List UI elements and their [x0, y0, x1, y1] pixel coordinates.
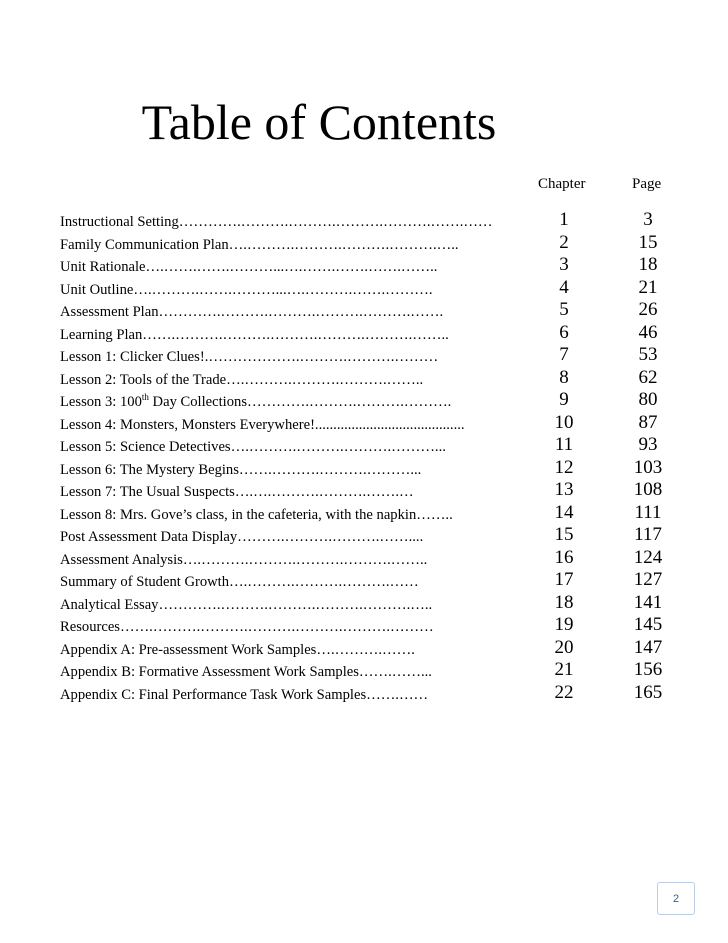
toc-row	[0, 479, 728, 502]
toc-entry-title: Lesson 5: Science Detectives….……….……….……….………...	[60, 439, 446, 455]
toc-entry-text: Lesson 3: 100	[60, 394, 142, 410]
toc-page-number: 80	[638, 389, 658, 410]
toc-chapter-number: 9	[559, 389, 569, 410]
toc-entry-title: Assessment Analysis….……….……….……….……….……..	[60, 551, 428, 568]
toc-row	[0, 412, 728, 435]
toc-page-number: 103	[633, 456, 663, 478]
toc-chapter-number: 14	[554, 501, 574, 523]
toc-chapter-number: 5	[559, 299, 569, 320]
toc-page-number: 15	[638, 231, 658, 253]
chapter-column-header: Chapter	[538, 176, 586, 192]
toc-page-number: 156	[633, 659, 663, 680]
toc-chapter-number: 11	[554, 434, 574, 455]
toc-page-number: 108	[633, 479, 663, 500]
toc-page-number: 165	[633, 681, 663, 703]
toc-entry-title: Lesson 6: The Mystery Begins…….……….……….………...	[60, 461, 422, 478]
toc-chapter-number: 7	[559, 344, 569, 365]
toc-entry-title: Lesson 1: Clicker Clues!.……………….……….……….………	[60, 349, 439, 365]
toc-row	[0, 524, 728, 547]
toc-row	[0, 682, 728, 705]
toc-chapter-number: 2	[559, 231, 569, 253]
toc-entry-title: Family Communication Plan….……….……….……….……….…..	[60, 236, 459, 253]
toc-entry-title: Unit Rationale….…….…….………...….…….…….…….……..	[60, 259, 438, 275]
toc-page-number: 124	[633, 546, 663, 568]
toc-entry-title: Appendix B: Formative Assessment Work Samples…….……...	[60, 664, 432, 680]
toc-entry-title: Assessment Plan………….……….……….……….……….…….	[60, 304, 444, 320]
toc-row	[0, 434, 728, 457]
toc-entry-title: Unit Outline….……….…….………...….……….…….……….	[60, 281, 433, 298]
toc-page-number: 53	[638, 344, 658, 365]
toc-chapter-number: 17	[554, 569, 574, 590]
toc-chapter-number: 1	[559, 209, 569, 230]
toc-page-number: 21	[638, 276, 658, 298]
toc-row	[0, 547, 728, 570]
toc-row	[0, 502, 728, 525]
toc-chapter-number: 21	[554, 659, 574, 680]
toc-row	[0, 322, 728, 345]
toc-page-number: 46	[638, 321, 658, 343]
toc-row	[0, 344, 728, 367]
toc-chapter-number: 8	[559, 366, 569, 388]
toc-entry-title: Analytical Essay………….……….……….……….……….…..	[60, 596, 433, 613]
toc-entry-title	[60, 393, 518, 412]
toc-page-number: 141	[633, 591, 663, 613]
toc-row	[0, 457, 728, 480]
toc-chapter-number: 10	[554, 411, 574, 433]
toc-chapter-number: 15	[554, 524, 574, 545]
toc-row	[0, 389, 728, 412]
page-number-badge: 2	[657, 882, 695, 915]
toc-page-number: 111	[634, 501, 662, 523]
toc-entry-title: Lesson 2: Tools of the Trade….……….……….……….……..	[60, 371, 424, 388]
toc-entry-text: Day Collections………….……….……….……….	[148, 394, 452, 410]
toc-chapter-number: 20	[554, 636, 574, 658]
toc-row	[0, 254, 728, 277]
toc-row	[0, 299, 728, 322]
toc-entry-title: Lesson 4: Monsters, Monsters Everywhere!.........................................	[60, 416, 465, 433]
toc-row	[0, 659, 728, 682]
page-column-header: Page	[632, 176, 662, 192]
toc-chapter-number: 3	[559, 254, 569, 275]
toc-entry-title: Summary of Student Growth….……….……….……….……	[60, 574, 419, 590]
toc-chapter-number: 16	[554, 546, 574, 568]
toc-page-number: 147	[633, 636, 663, 658]
toc-page-number: 127	[633, 569, 663, 590]
page-title: Table of Contents	[141, 94, 497, 150]
toc-entry-title: Resources…….……….……….……….……….……….………	[60, 619, 434, 635]
toc-list	[0, 209, 728, 704]
toc-page-number: 26	[638, 299, 658, 320]
toc-page-number: 117	[634, 524, 662, 545]
toc-row	[0, 614, 728, 637]
ordinal-suffix: th	[141, 393, 149, 402]
toc-chapter-number: 12	[554, 456, 574, 478]
toc-entry-title: Lesson 7: The Usual Suspects….….……….……….…….…	[60, 484, 414, 500]
toc-row	[0, 637, 728, 660]
toc-page-number: 93	[638, 434, 658, 455]
toc-row	[0, 367, 728, 390]
toc-page-number: 87	[638, 411, 658, 433]
toc-entry-title: Appendix A: Pre-assessment Work Samples….……….…….	[60, 641, 415, 658]
toc-chapter-number: 13	[554, 479, 574, 500]
toc-chapter-number: 4	[559, 276, 569, 298]
toc-entry-title: Instructional Setting………….……….……….……….……….…….……	[60, 214, 493, 230]
toc-entry-title: Appendix C: Final Performance Task Work Samples…….……	[60, 686, 429, 703]
toc-chapter-number: 22	[554, 681, 574, 703]
toc-row	[0, 592, 728, 615]
toc-chapter-number: 19	[554, 614, 574, 635]
toc-entry-title: Lesson 8: Mrs. Gove’s class, in the cafeteria, with the napkin……..	[60, 506, 453, 523]
toc-page-number: 62	[638, 366, 658, 388]
toc-row	[0, 569, 728, 592]
toc-chapter-number: 6	[559, 321, 569, 343]
toc-entry-title: Learning Plan…….……….……….……….……….……….……..	[60, 326, 449, 343]
toc-entry-title: Post Assessment Data Display……….……….……….……....	[60, 529, 424, 545]
toc-row	[0, 209, 728, 232]
toc-page-number: 3	[643, 209, 653, 230]
toc-page-number: 145	[633, 614, 663, 635]
toc-chapter-number: 18	[554, 591, 574, 613]
toc-row	[0, 232, 728, 255]
toc-row	[0, 277, 728, 300]
toc-page-number: 18	[638, 254, 658, 275]
